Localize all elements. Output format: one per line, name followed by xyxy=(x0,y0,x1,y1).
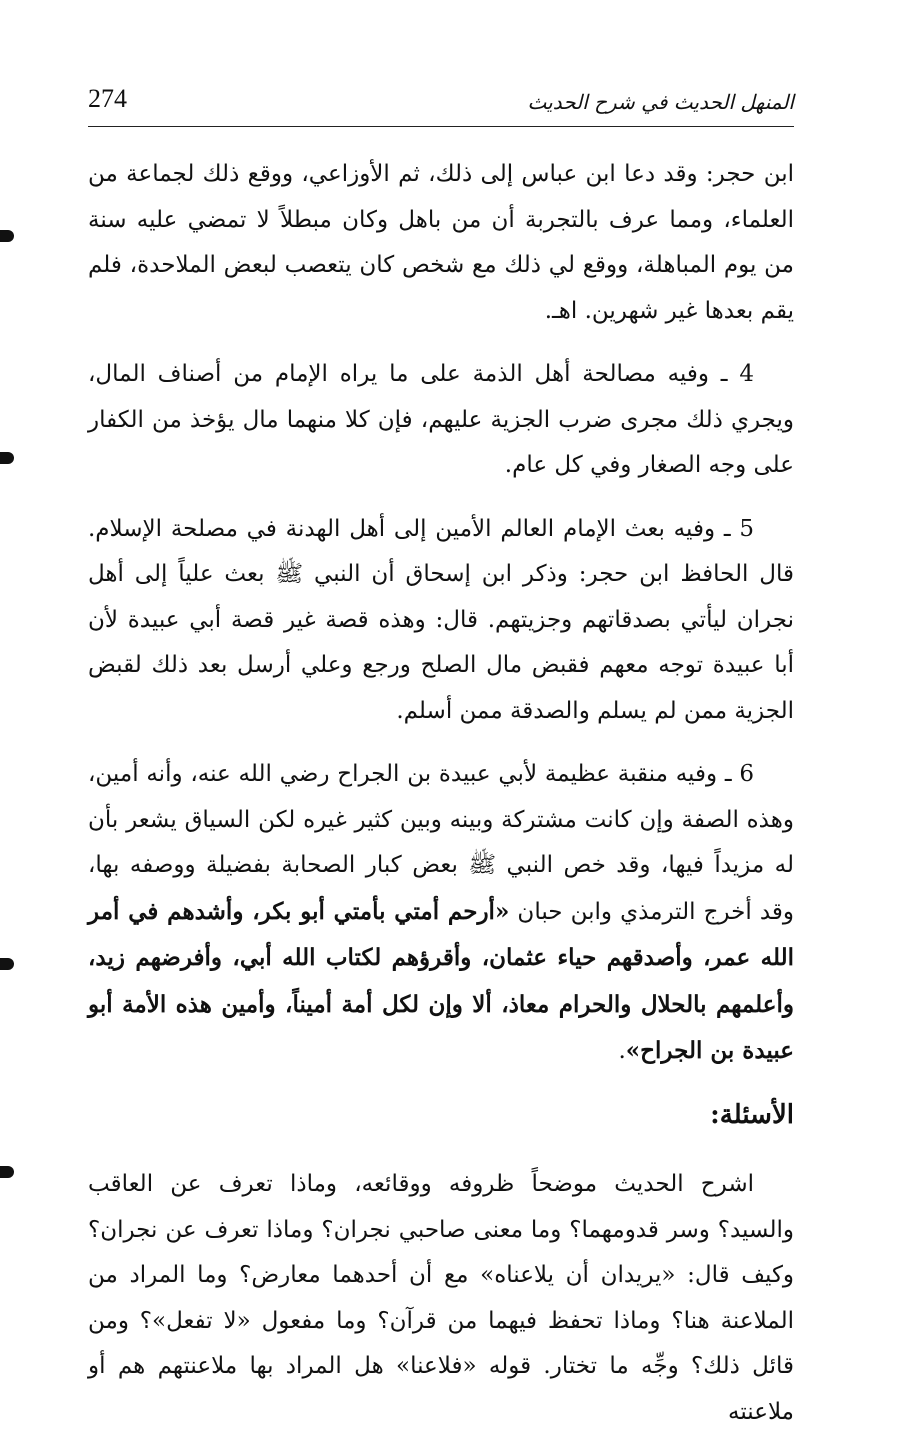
paragraph-ibn-hajar: ابن حجر: وقد دعا ابن عباس إلى ذلك، ثم الأوزاعي، ووقع ذلك لجماعة من العلماء، ومما عرف بالتجربة أن من باهل وكان مبطلاً لا تمضي عليه سنة من يوم المباهلة، ووقع لي ذلك مع شخص كان يتعصب لبعض الملاحدة، فلم يقم بعدها غير شهرين. اهـ. xyxy=(88,161,794,324)
page-number: 274 xyxy=(88,84,127,113)
hadith-quote: «أرحم أمتي بأمتي أبو بكر، وأشدهم في أمر الله عمر، وأصدقهم حياء عثمان، وأقرؤهم لكتاب الله أبي، وأفرضهم زيد، وأعلمهم بالحلال والحرام معاذ، ألا وإن لكل أمة أميناً، وأمين هذه الأمة أبو عبيدة بن الجراح» xyxy=(88,897,794,1064)
header-rule xyxy=(88,126,794,127)
page-body xyxy=(88,152,794,1453)
paragraph-point-5: 5 ـ وفيه بعث الإمام العالم الأمين إلى أهل الهدنة في مصلحة الإسلام. قال الحافظ ابن حجر: وذكر ابن إسحاق أن النبي ﷺ بعث علياً إلى أهل نجران ليأتي بصدقاتهم وجزيتهم. قال: وهذه قصة غير قصة أبي عبيدة لأن أبا عبيدة توجه معهم فقبض مال الصلح ورجع وعلي أرسل بعد ذلك لقبض الجزية ممن لم يسلم والصدقة ممن أسلم. xyxy=(88,515,794,724)
page-header xyxy=(88,84,794,124)
page-edge-mark xyxy=(0,452,14,464)
point-6-intro: 6 ـ وفيه منقبة عظيمة لأبي عبيدة بن الجراح رضي الله عنه، وأنه أمين، وهذه الصفة وإن كانت مشتركة وبينه وبين كثير غيره لكن السياق يشعر بأن له مزيداً فيها، وقد خص النبي ﷺ بعض كبار الصحابة بفضيلة ووصفه بها، وقد أخرج الترمذي وابن حبان xyxy=(88,761,795,925)
running-title: المنهل الحديث في شرح الحديث xyxy=(527,90,794,114)
page-edge-mark xyxy=(0,230,14,242)
paragraph-point-6 xyxy=(88,752,794,1075)
paragraph-point-4: 4 ـ وفيه مصالحة أهل الذمة على ما يراه الإمام من أصناف المال، ويجري ذلك مجرى ضرب الجزية عليهم، فإن كلا منهما مال يؤخذ من الكفار على وجه الصغار وفي كل عام. xyxy=(88,361,794,478)
questions-heading: الأسئلة: xyxy=(710,1099,794,1130)
point-6-end: . xyxy=(618,1038,626,1064)
page-edge-mark xyxy=(0,1166,14,1178)
questions-text: اشرح الحديث موضحاً ظروفه ووقائعه، وماذا تعرف عن العاقب والسيد؟ وسر قدومهما؟ وما معنى صاحبي نجران؟ وماذا تعرف عن نجران؟ وكيف قال: «يريدان أن يلاعناه» مع أن أحدهما معارض؟ وما المراد من الملاعنة هنا؟ وماذا تحفظ فيهما من قرآن؟ وما مفعول «لا تفعل»؟ ومن قائل ذلك؟ وجِّه ما تختار. قوله «فلاعنا» هل المراد بها ملاعنتهم هم أو ملاعنته xyxy=(88,1171,794,1425)
page-edge-mark xyxy=(0,958,14,970)
